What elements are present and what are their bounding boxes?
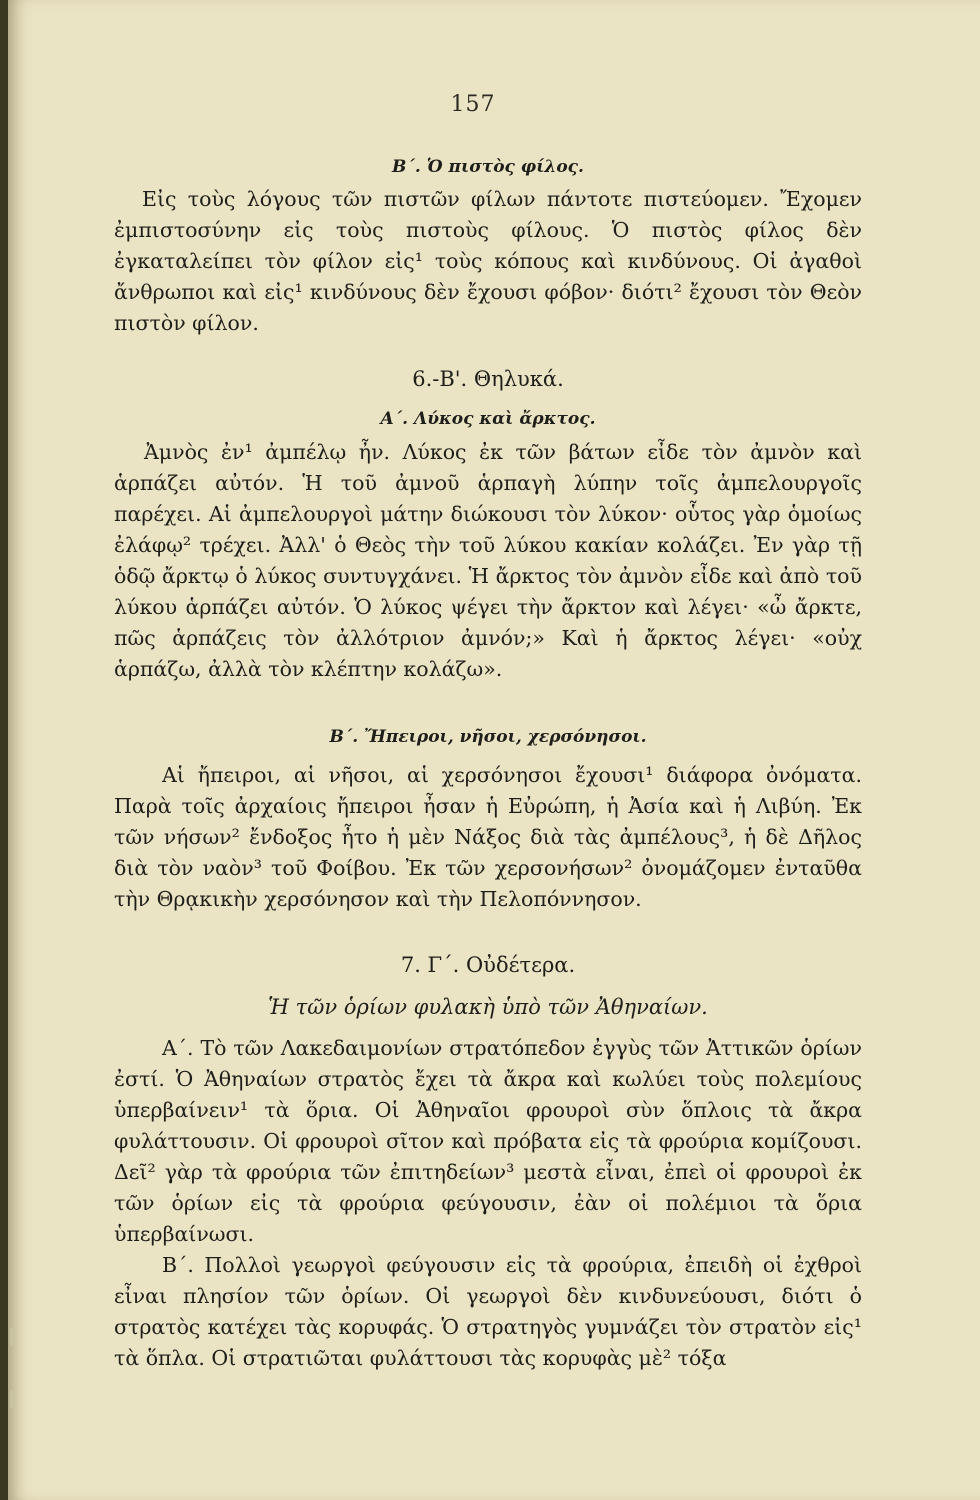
section-heading: Β΄. Ὁ πιστὸς φίλος. [392,157,584,177]
section-title: 6.-Β'. Θηλυκά. [412,367,564,391]
subheading: Α΄. Λύκος καὶ ἄρκτος. [380,409,596,429]
paragraph: Ἀμνὸς ἐν¹ ἀμπέλῳ ἦν. Λύκος ἐκ τῶν βάτων εἶδε τὸν ἀμνὸν καὶ ἁρπάζει αὐτόν. Ἡ τοῦ ἀμνοῦ ἁρπαγὴ λύπην τοῖς ἀμπελουργοῖς παρέχει. Αἱ ἀμπελουργοὶ μάτην διώκουσι τὸν λύκον· οὗτος γὰρ ὁμοίως ἐλάφῳ² τρέχει. Ἀλλ' ὁ Θεὸς τὴν τοῦ λύκου κακίαν κολάζει. Ἐν γὰρ τῇ ὁδῷ ἄρκτῳ ὁ λύκος συντυγχάνει. Ἡ ἄρκτος τὸν ἀμνὸν εἶδε καὶ ἀπὸ τοῦ λύκου ἁρπάζει αὐτόν. Ὁ λύκος ψέγει τὴν ἄρκτον καὶ λέγει· «ὦ ἄρκτε, πῶς ἁρπάζεις τὸν ἀλλότριον ἀμνόν;» Καὶ ἡ ἄρκτος λέγει· «οὐχ ἁρπάζω, ἀλλὰ τὸν κλέπτην κολάζω». [114,440,862,681]
book-page [8,0,980,1500]
paragraph: Α΄. Τὸ τῶν Λακεδαιμονίων στρατόπεδον ἐγγὺς τῶν Ἀττικῶν ὁρίων ἐστί. Ὁ Ἀθηναίων στρατὸς ἔχει τὰ ἄκρα καὶ κωλύει τοὺς πολεμίους ὑπερβαίνειν¹ τὰ ὅρια. Οἱ Ἀθηναῖοι φρουροὶ σὺν ὅπλοις τὰ ἄκρα φυλάττουσιν. Οἱ φρουροὶ σῖτον καὶ πρόβατα εἰς τὰ φρούρια κομίζουσι. Δεῖ² γὰρ τὰ φρούρια τῶν ἐπιτηδείων³ μεστὰ εἶναι, ἐπεὶ οἱ φρουροὶ ἐκ τῶν ὁρίων εἰς τὰ φρούρια φεύγουσιν, ἐὰν οἱ πολέμιοι τὰ ὅρια ὑπερβαίνωσι. [114,1036,862,1246]
paragraph: Εἰς τοὺς λόγους τῶν πιστῶν φίλων πάντοτε πιστεύομεν. Ἔχομεν ἐμπιστοσύνην εἰς τοὺς πιστοὺς φίλους. Ὁ πιστὸς φίλος δὲν ἐγκαταλείπει τὸν φίλον εἰς¹ τοὺς κόπους καὶ κινδύνους. Οἱ ἀγαθοὶ ἄνθρωποι καὶ εἰς¹ κινδύνους δὲν ἔχουσι φόβον· διότι² ἔχουσι τὸν Θεὸν πιστὸν φίλον. [114,187,862,335]
subtitle: Ἡ τῶν ὁρίων φυλακὴ ὑπὸ τῶν Ἀθηναίων. [268,995,708,1019]
section-title: 7. Γ΄. Οὐδέτερα. [400,953,576,977]
binding-mark [10,1328,14,1346]
binding-edge [0,0,8,1500]
subheading: Β΄. Ἤπειροι, νῆσοι, χερσόνησοι. [329,727,647,747]
paragraph: Β΄. Πολλοὶ γεωργοὶ φεύγουσιν εἰς τὰ φρούρια, ἐπειδὴ οἱ ἐχθροὶ εἶναι πλησίον τῶν ὁρίων. Οἱ γεωργοὶ δὲν κινδυνεύουσι, διότι ὁ στρατὸς κατέχει τὰς κορυφάς. Ὁ στρατηγὸς γυμνάζει τὸν στρατὸν εἰς¹ τὰ ὅπλα. Οἱ στρατιῶται φυλάττουσι τὰς κορυφὰς μὲ² τόξα [114,1253,862,1370]
binding-mark [10,1390,14,1408]
page-number: 157 [450,92,496,117]
paragraph: Αἱ ἤπειροι, αἱ νῆσοι, αἱ χερσόνησοι ἔχουσι¹ διάφορα ὀνόματα. Παρὰ τοῖς ἀρχαίοις ἤπειροι ἦσαν ἡ Εὐρώπη, ἡ Ἀσία καὶ ἡ Λιβύη. Ἐκ τῶν νήσων² ἔνδοξος ἦτο ἡ μὲν Νάξος διὰ τὰς ἀμπέλους³, ἡ δὲ Δῆλος διὰ τὸν ναὸν³ τοῦ Φοίβου. Ἐκ τῶν χερσονήσων² ὀνομάζομεν ἐνταῦθα τὴν Θρᾳκικὴν χερσόνησον καὶ τὴν Πελοπόννησον. [114,763,862,911]
